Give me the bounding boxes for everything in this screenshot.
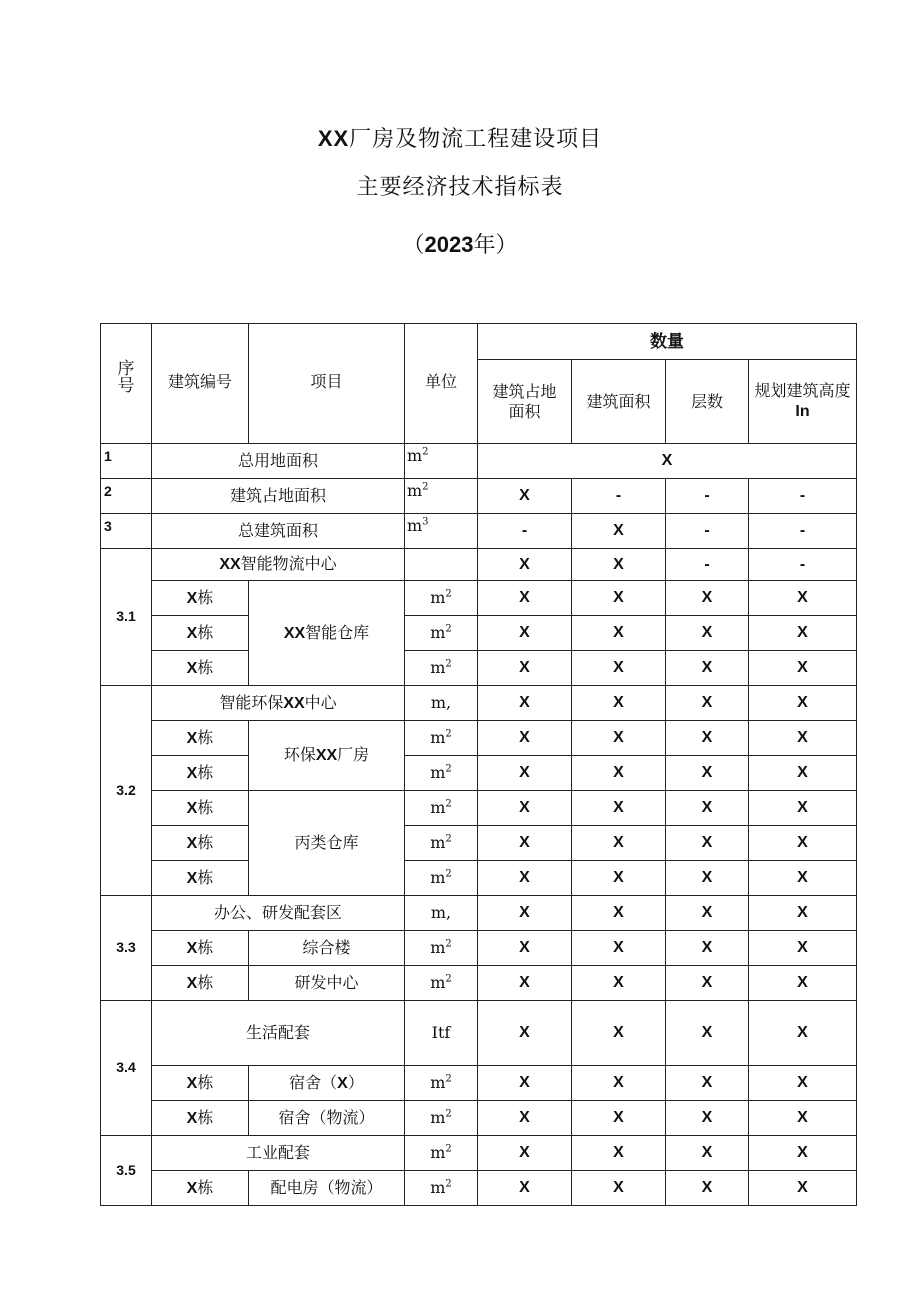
cell-floor-area: X [572, 791, 666, 826]
row-item: XX智能仓库 [249, 581, 405, 686]
cell-height: X [749, 581, 857, 616]
row-unit: $m^2$ [405, 444, 478, 479]
cell-footprint: X [478, 651, 572, 686]
header-seq: 序号 [101, 324, 152, 444]
cell-height: X [749, 1171, 857, 1206]
cell-footprint: X [478, 721, 572, 756]
cell-footprint: X [478, 861, 572, 896]
header-building-no: 建筑编号 [152, 324, 249, 444]
row-item: 工业配套 [152, 1136, 405, 1171]
table-row [101, 1001, 857, 1066]
row-seq: 2 [101, 479, 152, 514]
cell-footprint: X [478, 791, 572, 826]
row-value-merged: X [478, 444, 857, 479]
row-item: 综合楼 [249, 931, 405, 966]
row-item: 配电房（物流） [249, 1171, 405, 1206]
table-row [101, 896, 857, 931]
cell-height: X [749, 861, 857, 896]
cell-footprint: X [478, 896, 572, 931]
row-unit [405, 549, 478, 581]
row-building-no: X栋 [152, 756, 249, 791]
cell-floors: X [666, 791, 749, 826]
cell-floor-area: X [572, 514, 666, 549]
cell-floor-area: X [572, 1101, 666, 1136]
cell-height: X [749, 1001, 857, 1066]
table-row [101, 791, 857, 826]
row-building-no: X栋 [152, 1171, 249, 1206]
table-row [101, 931, 857, 966]
row-unit: $m^3$ [405, 514, 478, 549]
table-row [101, 1066, 857, 1101]
cell-floors: X [666, 721, 749, 756]
cell-floor-area: - [572, 479, 666, 514]
row-seq: 3.4 [101, 1001, 152, 1136]
table-row [101, 651, 857, 686]
row-unit: $m^2$ [405, 1066, 478, 1101]
cell-floor-area: X [572, 549, 666, 581]
cell-floor-area: X [572, 826, 666, 861]
cell-footprint: X [478, 1171, 572, 1206]
row-unit: $m^2$ [405, 756, 478, 791]
cell-footprint: X [478, 479, 572, 514]
row-item: 生活配套 [152, 1001, 405, 1066]
cell-footprint: X [478, 1136, 572, 1171]
cell-footprint: X [478, 1101, 572, 1136]
table-row [101, 966, 857, 1001]
cell-floors: X [666, 1136, 749, 1171]
header-floor-area: 建筑面积 [572, 360, 666, 444]
cell-floor-area: X [572, 756, 666, 791]
cell-floors: - [666, 549, 749, 581]
cell-footprint: X [478, 1001, 572, 1066]
row-unit: $m^2$ [405, 651, 478, 686]
row-building-no: X栋 [152, 826, 249, 861]
cell-floor-area: X [572, 616, 666, 651]
cell-height: X [749, 616, 857, 651]
cell-floor-area: X [572, 931, 666, 966]
cell-height: - [749, 514, 857, 549]
row-seq: 3.2 [101, 686, 152, 896]
cell-footprint: X [478, 931, 572, 966]
cell-floors: X [666, 651, 749, 686]
cell-footprint: X [478, 1066, 572, 1101]
table-row [101, 514, 857, 549]
cell-floor-area: X [572, 896, 666, 931]
row-unit: $m^2$ [405, 791, 478, 826]
cell-floor-area: X [572, 721, 666, 756]
cell-floors: X [666, 861, 749, 896]
cell-floors: X [666, 756, 749, 791]
row-item: 研发中心 [249, 966, 405, 1001]
cell-floor-area: X [572, 651, 666, 686]
row-building-no: X栋 [152, 651, 249, 686]
row-unit: $m^2$ [405, 1136, 478, 1171]
table-row [101, 581, 857, 616]
row-item: 建筑占地面积 [152, 479, 405, 514]
cell-footprint: X [478, 756, 572, 791]
row-building-no: X栋 [152, 1101, 249, 1136]
doc-title-year: （2023年） [402, 232, 518, 258]
table-row [101, 616, 857, 651]
cell-floors: - [666, 514, 749, 549]
row-building-no: X栋 [152, 931, 249, 966]
table-row [101, 1171, 857, 1206]
cell-floors: X [666, 966, 749, 1001]
cell-footprint: X [478, 581, 572, 616]
cell-floor-area: X [572, 966, 666, 1001]
row-item: 宿舍（X） [249, 1066, 405, 1101]
row-item: 办公、研发配套区 [152, 896, 405, 931]
table-row [101, 1136, 857, 1171]
cell-floors: X [666, 1001, 749, 1066]
header-footprint: 建筑占地面积 [478, 360, 572, 444]
row-item: 环保XX厂房 [249, 721, 405, 791]
row-item: 宿舍（物流） [249, 1101, 405, 1136]
cell-height: X [749, 1101, 857, 1136]
row-building-no: X栋 [152, 581, 249, 616]
cell-floor-area: X [572, 686, 666, 721]
cell-floor-area: X [572, 1066, 666, 1101]
table-row [101, 721, 857, 756]
row-seq: 3.3 [101, 896, 152, 1001]
row-unit: m, [405, 896, 478, 931]
row-building-no: X栋 [152, 721, 249, 756]
row-seq: 3.1 [101, 549, 152, 686]
cell-height: X [749, 651, 857, 686]
cell-height: X [749, 966, 857, 1001]
doc-title-line2: 主要经济技术指标表 [356, 175, 564, 200]
cell-height: X [749, 756, 857, 791]
table-row [101, 826, 857, 861]
cell-height: X [749, 931, 857, 966]
cell-height: X [749, 1136, 857, 1171]
cell-floors: - [666, 479, 749, 514]
row-unit: $m^2$ [405, 966, 478, 1001]
table-row [101, 686, 857, 721]
indicator-table [100, 323, 857, 1206]
cell-footprint: X [478, 826, 572, 861]
table-row [101, 756, 857, 791]
row-building-no: X栋 [152, 1066, 249, 1101]
row-building-no: X栋 [152, 966, 249, 1001]
cell-floors: X [666, 1101, 749, 1136]
row-unit: $m^2$ [405, 479, 478, 514]
cell-height: X [749, 686, 857, 721]
row-unit: $m^2$ [405, 1101, 478, 1136]
cell-footprint: X [478, 616, 572, 651]
table-row [101, 1101, 857, 1136]
table-row [101, 479, 857, 514]
cell-height: - [749, 479, 857, 514]
table-row [101, 549, 857, 581]
table-row [101, 861, 857, 896]
header-floors: 层数 [666, 360, 749, 444]
cell-height: X [749, 791, 857, 826]
cell-floors: X [666, 931, 749, 966]
cell-footprint: X [478, 549, 572, 581]
cell-footprint: X [478, 686, 572, 721]
header-quantity: 数量 [478, 324, 857, 360]
cell-footprint: X [478, 966, 572, 1001]
row-item: XX智能物流中心 [152, 549, 405, 581]
row-unit: $m^2$ [405, 861, 478, 896]
header-item: 项目 [249, 324, 405, 444]
cell-floor-area: X [572, 581, 666, 616]
row-building-no: X栋 [152, 791, 249, 826]
row-item: 总用地面积 [152, 444, 405, 479]
cell-height: X [749, 826, 857, 861]
row-unit: $m^2$ [405, 931, 478, 966]
row-unit: Itf [405, 1001, 478, 1066]
row-unit: $m^2$ [405, 721, 478, 756]
row-unit: $m^2$ [405, 616, 478, 651]
row-item: 丙类仓库 [249, 791, 405, 896]
row-unit: $m^2$ [405, 1171, 478, 1206]
row-unit: $m^2$ [405, 826, 478, 861]
cell-floor-area: X [572, 1171, 666, 1206]
row-seq: 3.5 [101, 1136, 152, 1206]
cell-height: - [749, 549, 857, 581]
cell-height: X [749, 1066, 857, 1101]
cell-footprint: - [478, 514, 572, 549]
cell-floors: X [666, 826, 749, 861]
cell-height: X [749, 896, 857, 931]
cell-floors: X [666, 581, 749, 616]
cell-floor-area: X [572, 861, 666, 896]
cell-floors: X [666, 686, 749, 721]
table-row [101, 444, 857, 479]
header-unit: 单位 [405, 324, 478, 444]
row-item: 智能环保XX中心 [152, 686, 405, 721]
row-item: 总建筑面积 [152, 514, 405, 549]
cell-floors: X [666, 1066, 749, 1101]
header-height: 规划建筑高度In [749, 360, 857, 444]
cell-floor-area: X [572, 1001, 666, 1066]
row-unit: m, [405, 686, 478, 721]
cell-floors: X [666, 896, 749, 931]
row-seq: 3 [101, 514, 152, 549]
cell-floor-area: X [572, 1136, 666, 1171]
doc-title-line1: XX厂房及物流工程建设项目 [317, 126, 603, 152]
row-seq: 1 [101, 444, 152, 479]
row-building-no: X栋 [152, 861, 249, 896]
row-unit: $m^2$ [405, 581, 478, 616]
cell-height: X [749, 721, 857, 756]
cell-floors: X [666, 616, 749, 651]
cell-floors: X [666, 1171, 749, 1206]
row-building-no: X栋 [152, 616, 249, 651]
